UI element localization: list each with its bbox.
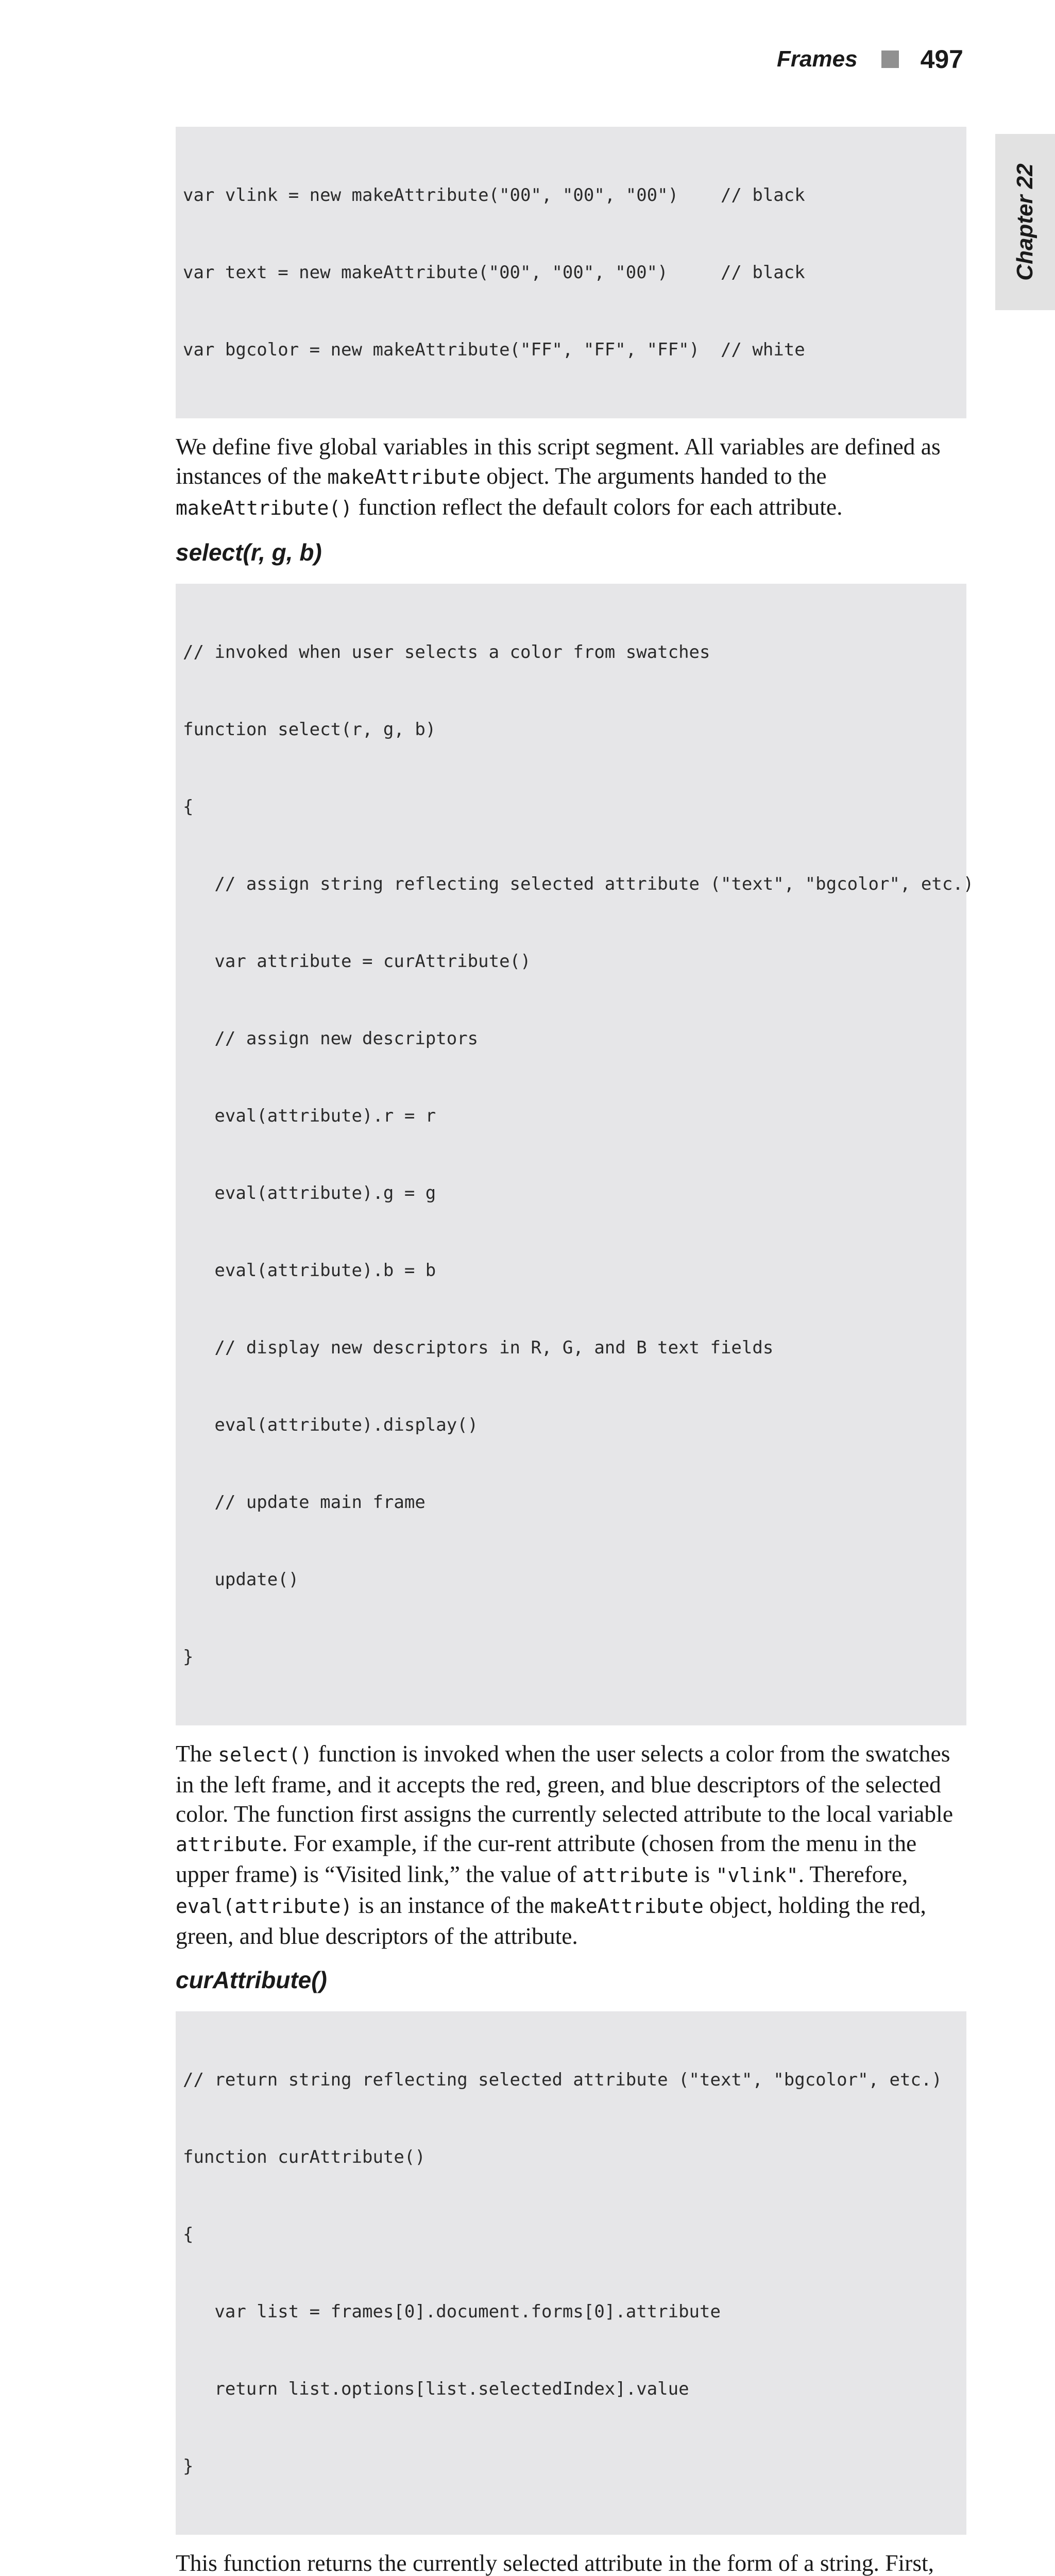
text-run: function reflect the default colors for each attribute. <box>352 494 843 520</box>
inline-code: select() <box>218 1743 313 1766</box>
code-line: return list.options[list.selectedIndex].value <box>183 2379 689 2399</box>
code-line: function curAttribute() <box>183 2147 426 2167</box>
inline-code: eval(attribute) <box>176 1895 353 1918</box>
running-head-section-title: Frames <box>777 46 858 72</box>
inline-code: makeAttribute <box>550 1895 704 1918</box>
text-run: is an instance of the <box>352 1892 551 1918</box>
text-run: We define five global variables in this script segment. All variables are defined as instances of the <box>176 433 941 489</box>
code-line: eval(attribute).display() <box>183 1415 479 1435</box>
text-run: . For example, if the cur-rent attribute (chosen from the menu in the upper frame) is “Visited link,” the value of <box>176 1830 917 1887</box>
chapter-tab-label: Chapter 22 <box>1012 163 1037 281</box>
inline-code: makeAttribute() <box>176 497 353 519</box>
code-line: // assign new descriptors <box>183 1028 479 1049</box>
chapter-tab <box>995 134 1055 310</box>
code-line: var list = frames[0].document.forms[0].attribute <box>183 2301 721 2322</box>
code-line: // display new descriptors in R, G, and B text fields <box>183 1337 774 1358</box>
code-line: } <box>183 2456 194 2477</box>
code-line: // invoked when user selects a color from swatches <box>183 642 710 663</box>
paragraph-globals <box>176 432 966 523</box>
inline-code: makeAttribute <box>327 466 481 488</box>
heading-select: select(r, g, b) <box>176 539 322 566</box>
running-head <box>777 44 963 74</box>
code-line: { <box>183 796 194 817</box>
code-line: // assign string reflecting selected attribute ("text", "bgcolor", etc.) <box>183 874 974 894</box>
code-line: update() <box>183 1569 299 1590</box>
code-block-curattribute <box>176 2011 966 2535</box>
inline-code: "vlink" <box>716 1864 798 1887</box>
code-block-select <box>176 584 974 1725</box>
code-line: eval(attribute).g = g <box>183 1183 436 1204</box>
code-block-globals <box>176 127 966 418</box>
text-run: The <box>176 1740 218 1767</box>
code-line: var bgcolor = new makeAttribute("FF", "FF", "FF") // white <box>183 340 805 360</box>
text-run: This function returns the currently selected attribute in the form of a string. First, <box>176 2550 934 2576</box>
code-line: // return string reflecting selected attribute ("text", "bgcolor", etc.) <box>183 2070 942 2090</box>
page-number: 497 <box>920 45 963 74</box>
code-line: function select(r, g, b) <box>183 719 436 740</box>
code-line: eval(attribute).b = b <box>183 1260 436 1281</box>
code-line: } <box>183 1647 194 1667</box>
code-line: var text = new makeAttribute("00", "00", "00") // black <box>183 262 805 283</box>
code-line: var vlink = new makeAttribute("00", "00", "00") // black <box>183 185 805 206</box>
text-run: object, holding the red, green, and blue descriptors of the attribute. <box>176 1892 926 1949</box>
code-line: // update main frame <box>183 1492 426 1513</box>
inline-code: attribute <box>582 1864 689 1887</box>
text-run: function is invoked when the user selects a color from the swatches in the left frame, and it accepts the red, green, and blue descriptors of the selected color. The function first assigns the currently selected attribute to the local variable <box>176 1740 954 1827</box>
running-head-square-marker <box>881 50 899 68</box>
page-content <box>176 127 974 2576</box>
paragraph-select <box>176 1739 966 1951</box>
code-line: eval(attribute).r = r <box>183 1106 436 1126</box>
text-run: is <box>688 1861 716 1887</box>
text-run: . Therefore, <box>798 1861 908 1887</box>
code-line: { <box>183 2224 194 2245</box>
text-run: object. The arguments handed to the <box>480 463 827 489</box>
code-line: var attribute = curAttribute() <box>183 951 531 972</box>
inline-code: attribute <box>176 1833 282 1856</box>
heading-curattribute: curAttribute() <box>176 1967 327 1993</box>
paragraph-curattribute <box>176 2548 966 2576</box>
